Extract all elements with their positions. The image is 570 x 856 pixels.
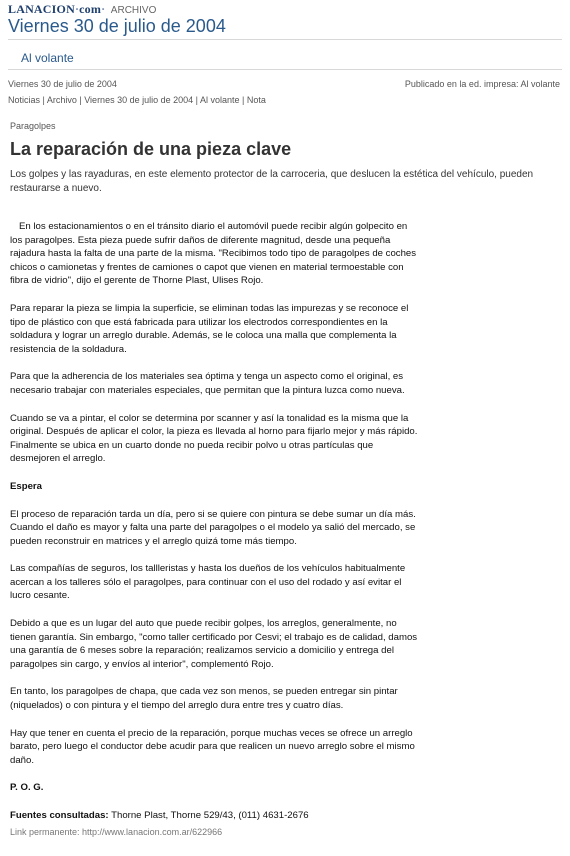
body-paragraph: En tanto, los paragolpes de chapa, que cada vez son menos, se pueden entregar sin pintar (niquelados) o con pintura y el tiempo del arreglo dura entre tres y cuatro días. — [10, 686, 398, 712]
breadcrumb-item-nota: Nota — [246, 95, 266, 105]
archive-date-title: Viernes 30 de julio de 2004 — [8, 16, 226, 36]
breadcrumb-item-noticias[interactable]: Noticias — [8, 95, 41, 105]
publish-date: Viernes 30 de julio de 2004 — [8, 79, 117, 89]
masthead — [0, 0, 570, 40]
article-kicker: Paragolpes — [10, 121, 56, 131]
sources-text: Thorne Plast, Thorne 529/43, (011) 4631-2676 — [108, 810, 309, 821]
body-paragraph: Las compañías de seguros, los tallleristas y hasta los dueños de los vehículos habitualmente acercan a los talleres sólo el paragolpes, para continuar con el uso del rodado y así evitar el lucro cesante. — [10, 563, 406, 602]
section-title[interactable]: Al volante — [21, 51, 74, 65]
body-paragraph: Para reparar la pieza se limpia la superficie, se eliminan todas las impurezas y se reconoce el tipo de plástico con que está fabricada para utilizar los electrodos correspondientes en la soldadura y lograr un arreglo durable. Además, se le coloca una malla que complementa la resistencia de la soldadura. — [10, 302, 409, 355]
article-subhead: Espera — [10, 480, 42, 492]
sources-label: Fuentes consultadas: — [10, 810, 109, 821]
breadcrumb-separator: | — [40, 95, 47, 105]
permalink[interactable]: Link permanente: http://www.lanacion.com.ar/622966 — [10, 827, 223, 837]
breadcrumb-item-section[interactable]: Al volante — [199, 95, 240, 105]
breadcrumb-separator: | — [239, 95, 247, 105]
body-paragraph: Cuando se va a pintar, el color se determina por scanner y así la tonalidad es la misma que la original. Después de aplicar el color, la pieza es llevada al horno para fijarlo mejor y más rápido. Finalmente se ubica en un cuarto donde no pueda recibir polvo u otras partículas que desmejoren el arreglo. — [10, 412, 418, 465]
breadcrumb-item-archivo[interactable]: Archivo — [46, 95, 77, 105]
site-logo[interactable]: LANACION·com· — [8, 2, 106, 16]
body-paragraph: Debido a que es un lugar del auto que puede recibir golpes, los arreglos, generalmente, no tienen garantía. Sin embargo, "como taller certificado por Cesvi; el trabajo es de calidad, damos una garantía de 6 meses sobre la reparación; realizamos servicio a domicilio y entrega del paragolpes sin cargo, y envíos al interior", complementó Rojo. — [10, 618, 418, 670]
print-edition-info: Publicado en la ed. impresa: Al volante — [404, 79, 560, 89]
breadcrumb-separator: | — [193, 95, 200, 105]
archive-label[interactable]: ARCHIVO — [110, 5, 157, 16]
body-paragraph: Para que la adherencia de los materiales sea óptima y tenga un aspecto como el original, es necesario trabajar con materiales especiales, que permitan que la pintura luzca como nueva. — [10, 371, 405, 396]
breadcrumb-item-date[interactable]: Viernes 30 de julio de 2004 — [84, 95, 194, 105]
author-signature: P. O. G. — [10, 782, 44, 794]
breadcrumb-separator: | — [76, 95, 85, 105]
body-paragraph: Hay que tener en cuenta el precio de la reparación, porque muchas veces se ofrece un arreglo barato, pero luego el conductor debe acudir para que realicen un nuevo arreglo sobre el mismo daño. — [10, 727, 415, 766]
article-meta — [8, 78, 562, 90]
body-paragraph: El proceso de reparación tarda un día, pero si se quiere con pintura se debe sumar un día más. Cuando el daño es mayor y falta una parte del paragolpes o el modelo ya salió del mercado, se pueden reconstruir en matrices y el arreglo quizá tome más tiempo. — [10, 508, 416, 547]
header-divider — [8, 39, 562, 40]
section-divider — [8, 69, 562, 70]
article-headline: La reparación de una pieza clave — [10, 139, 292, 159]
sources-line — [10, 809, 418, 823]
breadcrumb — [8, 94, 266, 106]
body-paragraph: En los estacionamientos o en el tránsito diario el automóvil puede recibir algún golpecito en los paragolpes. Esta pieza puede sufrir daños de diferente magnitud, desde una pequeña rajadura hasta la falta de una parte de la misma. "Recibimos todo tipo de paragolpes de coches chicos o camionetas y frentes de camiones o capot que vienen en material termoestable con fibra de vidrio", dijo el gerente de Thorne Plast, Ulises Rojo. — [10, 221, 417, 287]
article-body — [10, 220, 418, 837]
article-lead: Los golpes y las rayaduras, en este elemento protector de la carroceria, que deslucen la estética del vehículo, pueden restaurarse a nuevo. — [10, 169, 534, 194]
